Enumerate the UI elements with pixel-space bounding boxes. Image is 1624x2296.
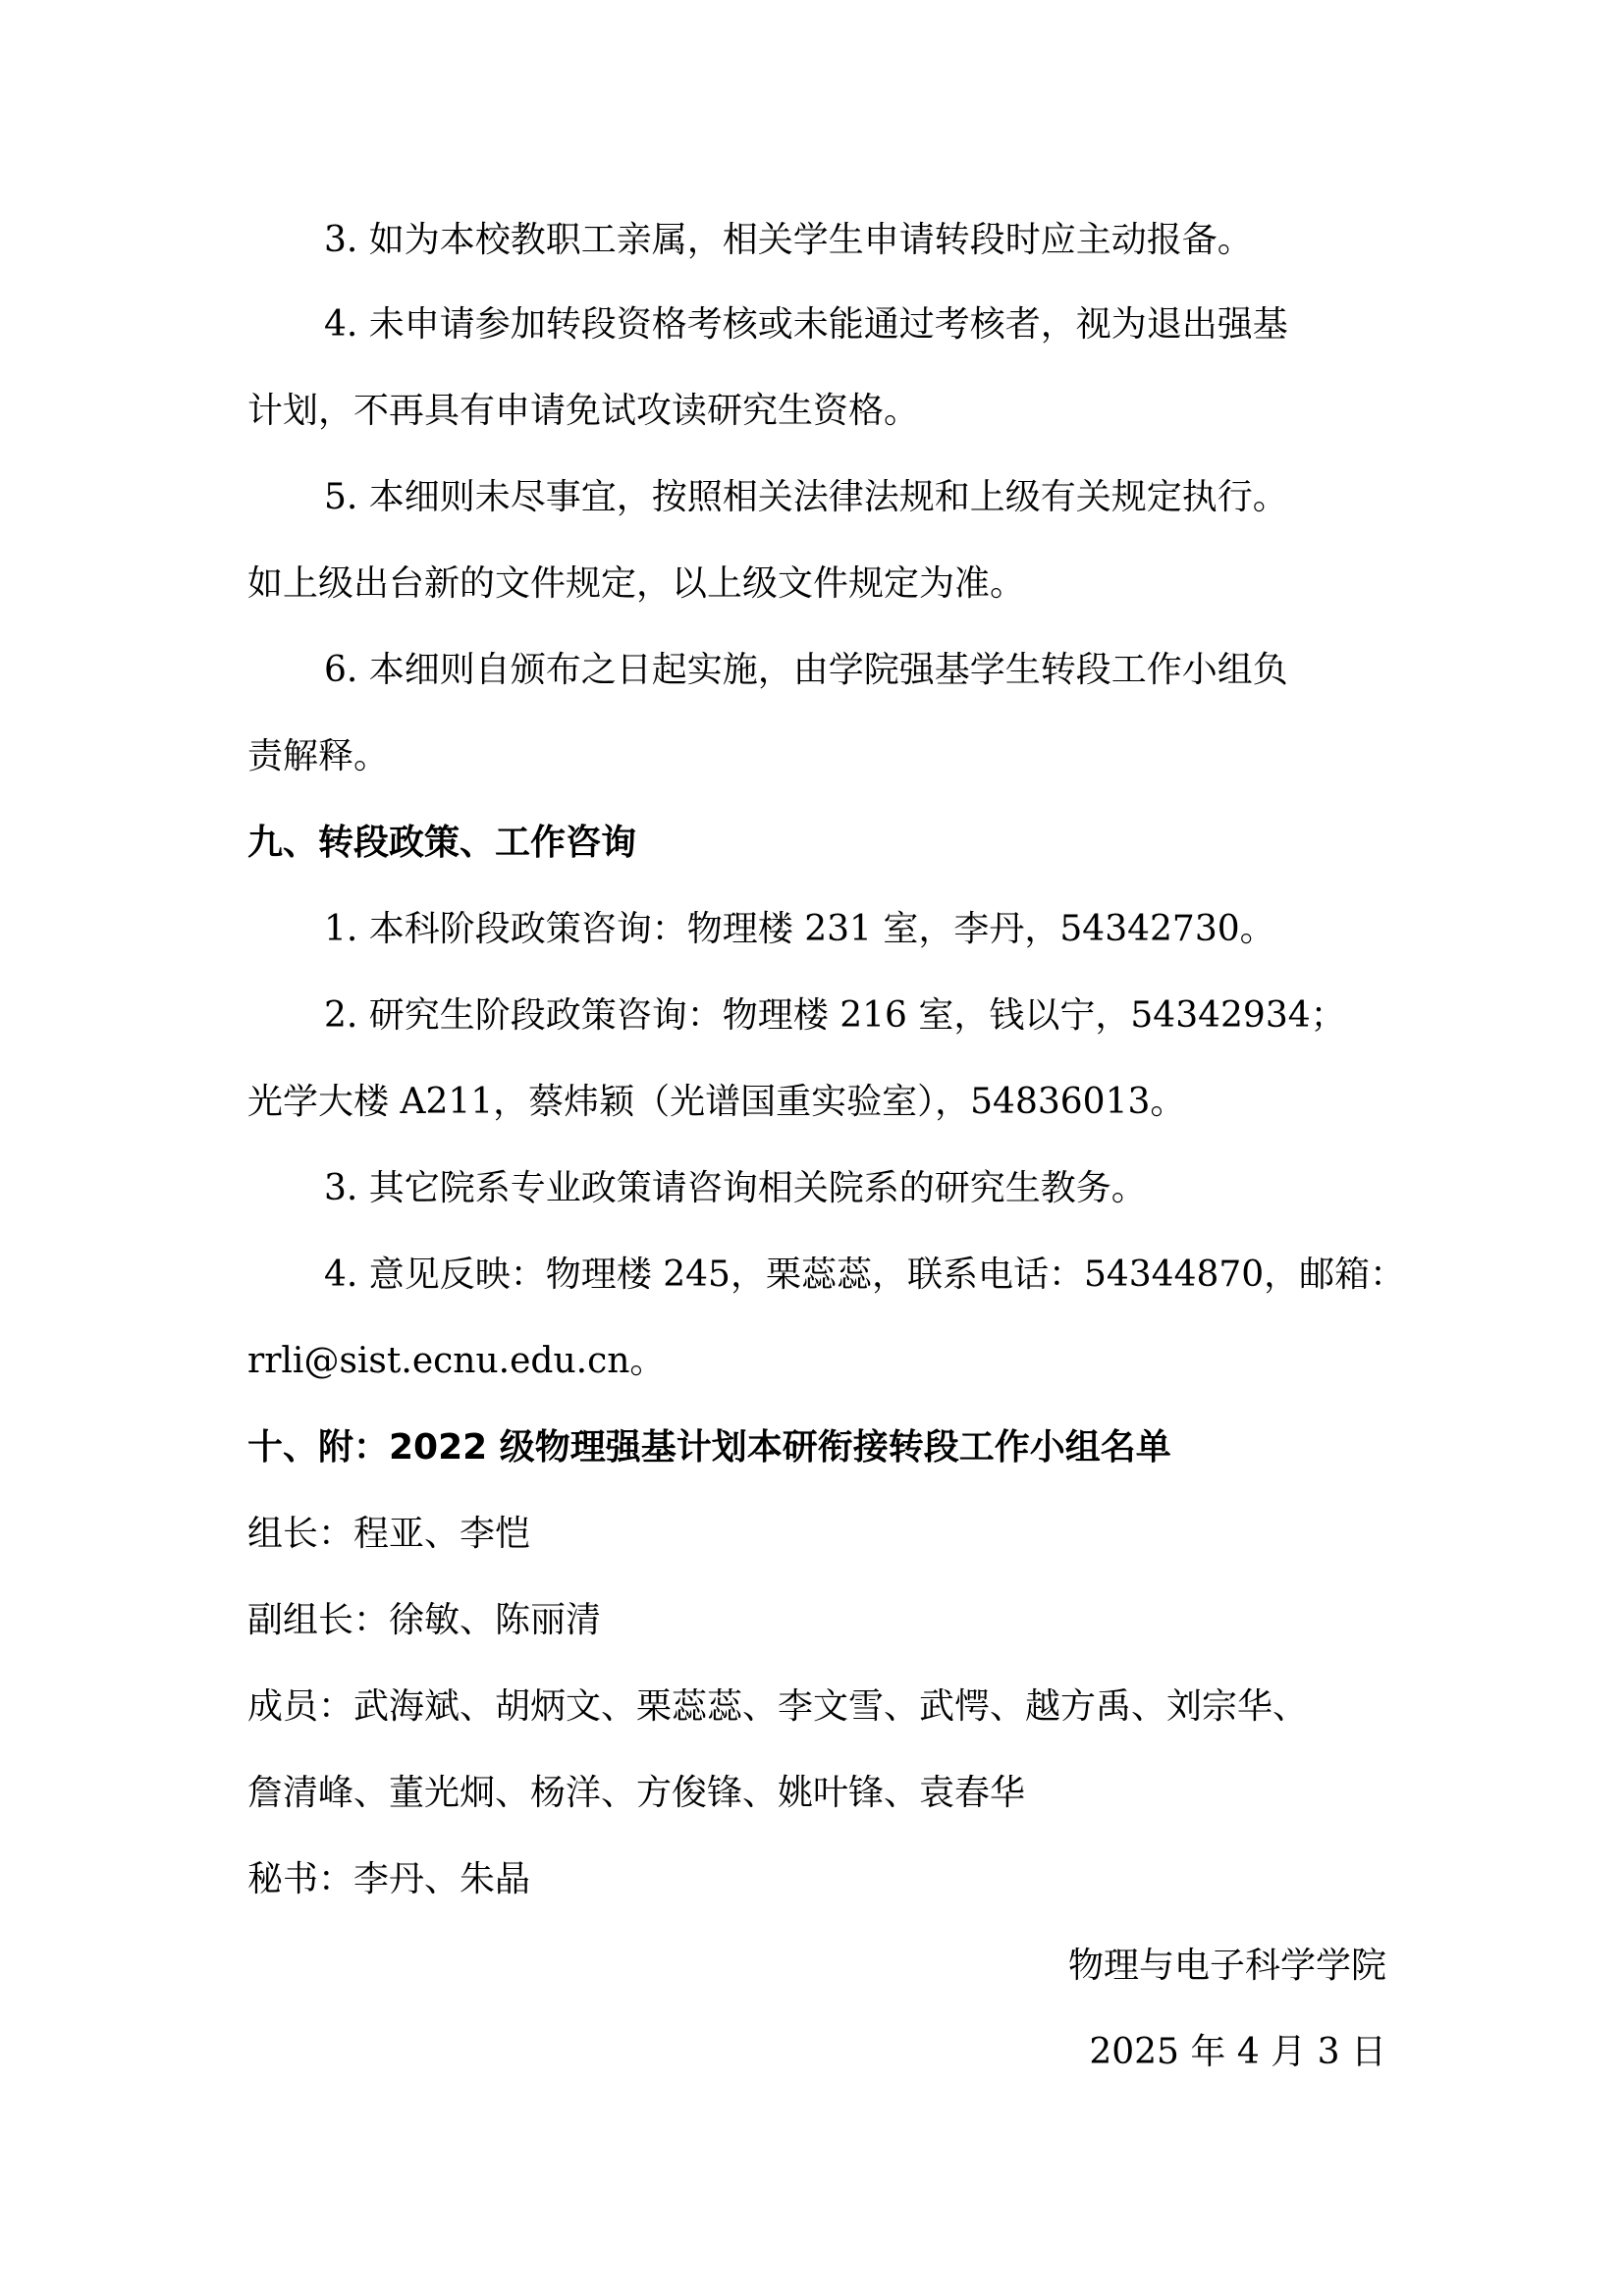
group-vice-leader: 副组长：徐敏、陈丽清 [247,1600,602,1640]
signature-institution: 物理与电子科学学院 [1067,1946,1386,1986]
group-secretary: 秘书：李丹、朱晶 [247,1859,531,1899]
item-4-line-2: 计划，不再具有申请免试攻读研究生资格。 [247,391,920,431]
consult-item-4-line-1: 4. 意见反映：物理楼 245，栗蕊蕊，联系电话：54344870，邮箱： [324,1255,1406,1295]
signature-date: 2025 年 4 月 3 日 [1089,2032,1386,2072]
group-members-line-2: 詹清峰、董光炯、杨洋、方俊锋、姚叶锋、袁春华 [247,1773,1026,1813]
consult-item-1: 1. 本科阶段政策咨询：物理楼 231 室，李丹，54342730。 [324,909,1275,949]
item-6-line-2: 责解释。 [247,736,390,776]
item-6-line-1: 6. 本细则自颁布之日起实施，由学院强基学生转段工作小组负 [324,650,1288,690]
item-5-line-1: 5. 本细则未尽事宜，按照相关法律法规和上级有关规定执行。 [324,477,1288,517]
consult-item-2-line-2: 光学大楼 A211，蔡炜颖（光谱国重实验室），54836013。 [247,1082,1186,1122]
item-5-line-2: 如上级出台新的文件规定，以上级文件规定为准。 [247,563,1026,604]
consult-item-4-line-2: rrli@sist.ecnu.edu.cn。 [247,1341,666,1381]
group-members-line-1: 成员：武海斌、胡炳文、栗蕊蕊、李文雪、武愕、越方禹、刘宗华、 [247,1686,1309,1727]
consult-item-3: 3. 其它院系专业政策请咨询相关院系的研究生教务。 [324,1168,1147,1208]
section-9-heading: 九、转段政策、工作咨询 [247,823,637,863]
consult-item-2-line-1: 2. 研究生阶段政策咨询：物理楼 216 室，钱以宁，54342934； [324,995,1346,1036]
group-leader: 组长：程亚、李恺 [247,1514,531,1554]
item-3-line-1: 3. 如为本校教职工亲属，相关学生申请转段时应主动报备。 [324,220,1253,260]
section-10-heading: 十、附：2022 级物理强基计划本研衔接转段工作小组名单 [247,1427,1171,1468]
item-4-line-1: 4. 未申请参加转段资格考核或未能通过考核者，视为退出强基 [324,304,1288,345]
